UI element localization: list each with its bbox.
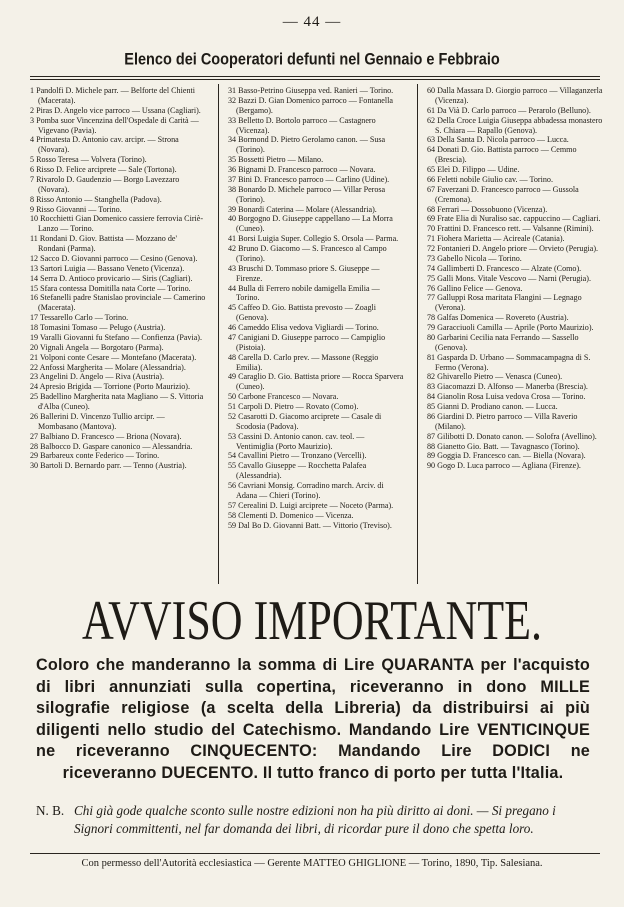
list-item: 2 Piras D. Angelo vice parroco — Ussana (Cagliari). xyxy=(30,105,201,115)
imprint-footer: Con permesso dell'Autorità ecclesiastica — Gerente MATTEO GHIGLIONE — Torino, 1890, Tip. Salesiana. xyxy=(81,858,543,869)
list-item: 50 Carbone Francesco — Novara. xyxy=(228,392,339,402)
nb-text: Chi già gode qualche sconto sulle nostre edizioni non ha più diritto ai doni. — Si pregano i Signori committenti, nel far domanda dei libri, di ricordar pure il dono che spetta loro. xyxy=(74,803,556,836)
list-item: 80 Garbarini Cecilia nata Ferrando — Sassello (Genova). xyxy=(427,332,579,352)
list-item: 30 Bartoli D. Bernardo parr. — Tenno (Austria). xyxy=(30,461,187,471)
list-item: 32 Bazzi D. Gian Domenico parroco — Fontanella (Bergamo). xyxy=(228,95,393,115)
list-item: 86 Giardini D. Pietro parroco — Villa Raverio (Milano). xyxy=(427,411,578,431)
nota-bene xyxy=(36,802,590,838)
list-item: 4 Primatesta D. Antonio cav. arcipr. — Strona (Novara). xyxy=(30,135,179,155)
page-number: — 44 — xyxy=(282,14,342,30)
list-item: 75 Galli Mons. Vitale Vescovo — Narni (Perugia). xyxy=(427,273,591,283)
list-item: 25 Badellino Margherita nata Magliano — S. Vittoria d'Alba (Cuneo). xyxy=(30,392,204,411)
list-item: 76 Gallino Felice — Genova. xyxy=(427,283,523,293)
list-column-2 xyxy=(228,86,404,530)
notice-body: Coloro che manderanno la somma di Lire QUARANTA per l'acquisto di libri annunziati sulla copertina, riceveranno in dono MILLE silografie religiose (a scelta della Libreria) da distribuirsi ai più diligenti nello studio del Catechismo. Mandando Lire VENTICINQUE ne riceveranno CINQUECENTO: Mandando Lire DODICI ne riceveranno DUECENTO. Il tutto franco di porto per tutta l'Italia. xyxy=(36,656,590,782)
list-item: 73 Gabello Nicola — Torino. xyxy=(427,253,522,263)
list-item: 8 Risso Antonio — Stanghella (Padova). xyxy=(30,194,162,204)
list-item: 38 Bonardo D. Michele parroco — Villar Perosa (Torino). xyxy=(228,184,386,204)
list-item: 58 Clementi D. Domenico — Vicenza. xyxy=(228,510,354,520)
list-item: 71 Fiohera Marietta — Acireale (Catania). xyxy=(427,234,565,244)
list-title: Elenco dei Cooperatori defunti nel Gennaio e Febbraio xyxy=(124,50,500,70)
list-item: 89 Goggia D. Francesco can. — Biella (Novara). xyxy=(427,451,586,461)
list-item: 13 Sartori Luigia — Bassano Veneto (Vicenza). xyxy=(30,263,185,273)
list-item: 68 Ferrari — Dossobuono (Vicenza). xyxy=(427,204,548,214)
list-item: 61 Da Vià D. Carlo parroco — Perarolo (Belluno). xyxy=(427,105,591,115)
list-item: 88 Gianetto Gio. Batt. — Tavagnasco (Torino). xyxy=(427,441,580,451)
list-item: 57 Cerealini D. Luigi arciprete — Noceto (Parma). xyxy=(228,500,394,510)
list-item: 90 Gogo D. Luca parroco — Agliana (Firenze). xyxy=(427,461,581,471)
list-item: 10 Rocchietti Gian Domenico cassiere ferrovia Ciriè-Lanzo — Torino. xyxy=(30,214,204,234)
list-item: 46 Cameddo Elisa vedova Vigliardi — Torino. xyxy=(228,323,379,332)
list-item: 60 Dalla Massara D. Giorgio parroco — Villaganzerla (Vicenza). xyxy=(427,86,603,105)
list-item: 5 Rosso Teresa — Volvera (Torino). xyxy=(30,155,147,165)
list-item: 40 Borgogno D. Giuseppe cappellano — La Morra (Cuneo). xyxy=(228,214,393,234)
list-item: 21 Volponi conte Cesare — Montefano (Macerata). xyxy=(30,352,197,362)
list-item: 59 Dal Bo D. Giovanni Batt. — Vittorio (Treviso). xyxy=(228,520,392,530)
list-item: 31 Basso-Petrino Giuseppa ved. Ranieri — Torino. xyxy=(228,86,394,95)
list-item: 36 Bignami D. Francesco parroco — Novara. xyxy=(228,165,376,174)
notice-heading: AVVISO IMPORTANTE. xyxy=(82,589,542,652)
list-item: 33 Belletto D. Bortolo parroco — Castagnero (Vicenza). xyxy=(228,115,376,135)
list-column-3 xyxy=(427,86,603,471)
list-item: 26 Ballerini D. Vincenzo Tullio arcipr. — Mombasano (Mantova). xyxy=(30,411,165,431)
list-item: 45 Caffeo D. Gio. Battista prevosto — Zoagli (Genova). xyxy=(228,303,376,323)
list-item: 66 Feletti nobile Giulio cav. — Torino. xyxy=(427,174,553,184)
list-item: 23 Angelini D. Angelo — Riva (Austria). xyxy=(30,372,164,382)
list-item: 28 Balbocco D. Gaspare canonico — Alessandria. xyxy=(30,441,193,451)
list-item: 11 Rondani D. Giov. Battista — Mozzano de' Rondani (Parma). xyxy=(30,234,177,253)
list-item: 74 Gallimberti D. Francesco — Alzate (Como). xyxy=(427,263,582,273)
list-item: 12 Sacco D. Giovanni parroco — Cesino (Genova). xyxy=(30,253,198,263)
list-item: 43 Bruschi D. Tommaso priore S. Giuseppe — Firenze. xyxy=(228,263,380,283)
list-item: 51 Carpoli D. Pietro — Rovato (Como). xyxy=(228,402,359,411)
list-item: 7 Rivarolo D. Gaudenzio — Borgo Lavezzaro (Novara). xyxy=(30,174,180,194)
list-item: 41 Borsi Luigia Super. Collegio S. Orsola — Parma. xyxy=(228,234,399,244)
list-item: 1 Pandolfi D. Michele parr. — Belforte del Chienti (Macerata). xyxy=(30,86,195,105)
list-item: 81 Gasparda D. Urbano — Sommacampagna di S. Fermo (Verona). xyxy=(427,352,591,372)
bottom-rule xyxy=(30,853,600,854)
list-item: 35 Bossetti Pietro — Milano. xyxy=(228,155,324,165)
list-item: 17 Tessarello Carlo — Torino. xyxy=(30,313,129,323)
list-item: 63 Della Santa D. Nicola parroco — Lucca. xyxy=(427,135,569,145)
list-item: 69 Frate Elia di Nuraliso sac. cappuccino — Cagliari. xyxy=(427,214,601,224)
list-column-1 xyxy=(30,86,206,471)
list-item: 78 Galfas Domenica — Rovereto (Austria). xyxy=(427,313,569,323)
list-item: 49 Caraglio D. Gio. Battista priore — Rocca Sparvera (Cuneo). xyxy=(228,372,404,392)
list-item: 18 Tomasini Tomaso — Pelugo (Austria). xyxy=(30,323,166,332)
list-item: 53 Cassini D. Antonio canon. cav. teol. — Ventimiglia (Porto Maurizio). xyxy=(228,431,365,451)
list-item: 77 Galluppi Rosa maritata Flangini — Legnago (Verona). xyxy=(427,293,582,313)
list-item: 29 Barbareux conte Federico — Torino. xyxy=(30,451,160,461)
list-item: 79 Garacciuoli Camilla — Aprile (Porto Maurizio). xyxy=(427,323,594,332)
list-item: 3 Pomba suor Vincenzina dell'Ospedale di Carità — Vigevano (Pavia). xyxy=(30,115,199,135)
list-item: 47 Canigiani D. Giuseppe parroco — Campiglio (Pistoia). xyxy=(228,332,386,352)
list-item: 62 Della Croce Luigia Giuseppa abbadessa monastero S. Chiara — Rapallo (Genova). xyxy=(427,115,603,135)
list-item: 87 Gilibotti D. Donato canon. — Solofra (Avellino). xyxy=(427,431,597,441)
list-item: 42 Bruno D. Giacomo — S. Francesco al Campo (Torino). xyxy=(228,244,387,263)
top-rule-thin xyxy=(30,79,600,80)
list-item: 84 Gianolin Rosa Luisa vedova Crosa — Torino. xyxy=(427,392,586,402)
list-item: 9 Risso Giovanni — Torino. xyxy=(30,204,122,214)
list-item: 37 Bini D. Francesco parroco — Carlino (Udine). xyxy=(228,174,390,184)
top-rule xyxy=(30,76,600,77)
list-item: 27 Balbiano D. Francesco — Briona (Novara). xyxy=(30,431,182,441)
nb-label: N. B. xyxy=(36,803,65,818)
list-item: 14 Serra D. Antioco provicario — Siris (Cagliari). xyxy=(30,273,193,283)
list-item: 6 Risso D. Felice arciprete — Sale (Tortona). xyxy=(30,165,177,174)
list-item: 54 Cavallini Pietro — Tronzano (Vercelli). xyxy=(228,451,367,461)
list-item: 15 Sfara contessa Domitilla nata Corte — Torino. xyxy=(30,283,191,293)
list-item: 44 Bulla di Ferrero nobile damigella Emilia — Torino. xyxy=(228,283,380,303)
list-item: 56 Cavriani Monsig. Corradino march. Arciv. di Adana — Chieri (Torino). xyxy=(228,481,384,500)
list-item: 70 Frattini D. Francesco rett. — Valsanne (Rimini). xyxy=(427,224,594,234)
list-item: 20 Vignali Angela — Borgotaro (Parma). xyxy=(30,342,164,352)
list-item: 72 Fontanieri D. Angelo priore — Orvieto (Perugia). xyxy=(427,244,599,253)
list-item: 65 Eleì D. Filippo — Udine. xyxy=(427,165,520,174)
list-item: 67 Faverzani D. Francesco parroco — Gussola (Cremona). xyxy=(427,184,579,204)
list-item: 19 Varalli Giovanni fu Stefano — Confienza (Pavia). xyxy=(30,332,203,342)
list-item: 52 Casarotti D. Giacomo arciprete — Casale di Scodosia (Padova). xyxy=(228,411,382,431)
list-item: 83 Giacomazzi D. Alfonso — Manerba (Brescia). xyxy=(427,382,588,392)
list-item: 24 Apresio Brigida — Torrione (Porto Maurizio). xyxy=(30,382,191,392)
list-item: 34 Bormond D. Pietro Gerolamo canon. — Susa (Torino). xyxy=(228,135,386,155)
list-item: 55 Cavallo Giuseppe — Rocchetta Palafea (Alessandria). xyxy=(228,461,367,481)
list-item: 39 Bonardi Caterina — Molare (Alessandria). xyxy=(228,204,377,214)
list-item: 16 Stefanelli padre Stanislao provinciale — Camerino (Macerata). xyxy=(30,293,206,313)
list-item: 85 Gianni D. Prodiano canon. — Lucca. xyxy=(427,402,558,411)
list-item: 22 Anfossi Margherita — Molare (Alessandria). xyxy=(30,362,186,372)
list-item: 48 Carella D. Carlo prev. — Massone (Reggio Emilia). xyxy=(228,352,379,372)
list-item: 64 Donati D. Gio. Battista parroco — Cemmo (Brescia). xyxy=(427,145,577,165)
list-item: 82 Ghivarello Pietro — Venasca (Cuneo). xyxy=(427,372,563,382)
deceased-list xyxy=(30,86,606,586)
